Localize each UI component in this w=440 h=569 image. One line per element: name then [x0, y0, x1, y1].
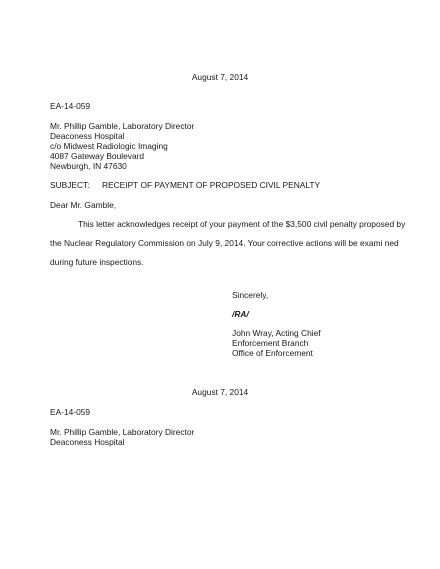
salutation: Dear Mr. Gamble, [50, 200, 117, 210]
body-line: This letter acknowledges receipt of your payment of the $3,500 civil penalty proposed by [78, 219, 406, 229]
signer-name: John Wray, Acting Chief [232, 328, 321, 338]
body-line: during future inspections. [50, 257, 144, 267]
reference-number: EA-14-059 [50, 101, 91, 111]
address-line: Deaconess Hospital [50, 131, 125, 141]
signer-office: Office of Enforcement [232, 348, 313, 358]
subject-label: SUBJECT: [50, 180, 90, 190]
address-line: Deaconess Hospital [50, 437, 125, 447]
address-line: 4087 Gateway Boulevard [50, 151, 145, 161]
subject-text: RECEIPT OF PAYMENT OF PROPOSED CIVIL PENALTY [102, 180, 321, 190]
address-line: c/o Midwest Radiologic Imaging [50, 141, 168, 151]
address-line: Newburgh, IN 47630 [50, 161, 127, 171]
body-line: the Nuclear Regulatory Commission on July 9, 2014. Your corrective actions will be exami ned [50, 238, 399, 248]
address-line: Mr. Phillip Gamble, Laboratory Director [50, 121, 195, 131]
signer-branch: Enforcement Branch [232, 338, 309, 348]
reference-number: EA-14-059 [50, 407, 91, 417]
letter-date: August 7, 2014 [191, 72, 249, 82]
letter-date: August 7, 2014 [191, 387, 249, 397]
closing: Sincerely, [232, 290, 269, 300]
signature: /RA/ [232, 309, 249, 319]
address-line: Mr. Phillip Gamble, Laboratory Director [50, 427, 195, 437]
